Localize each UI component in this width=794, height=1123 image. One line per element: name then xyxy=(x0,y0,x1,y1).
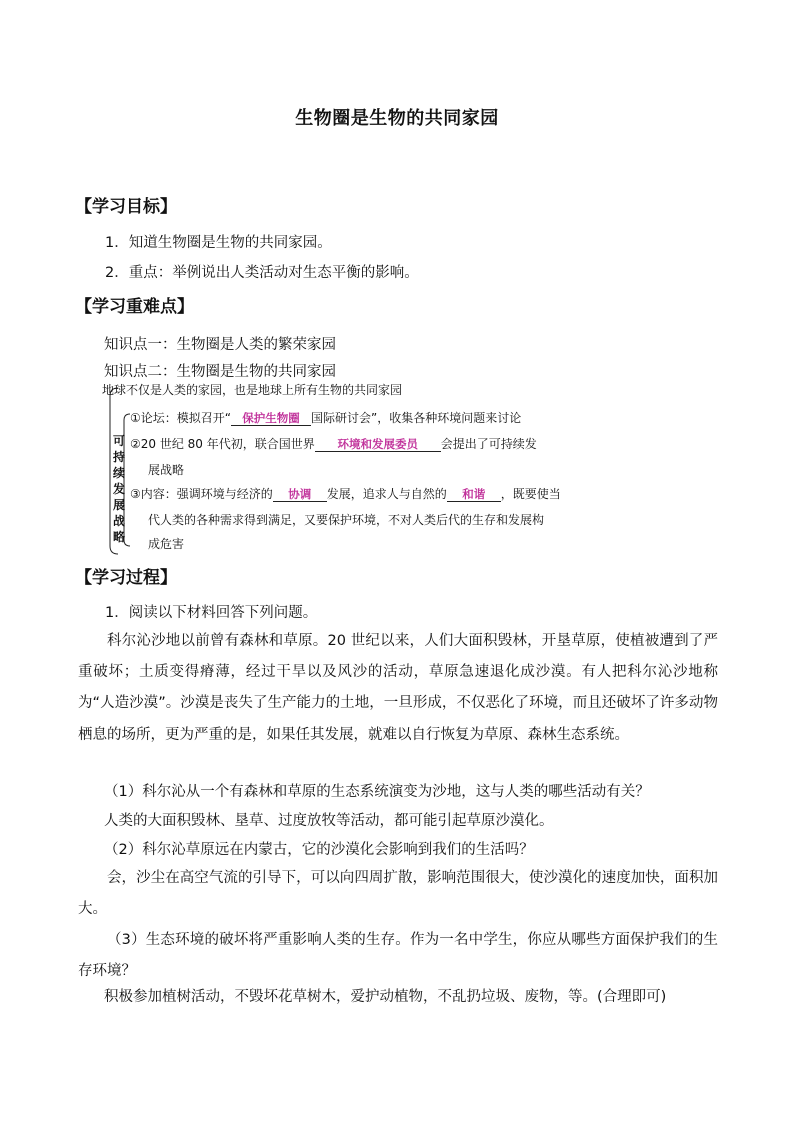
answer-blank-2: 环境和发展委员 xyxy=(315,437,441,452)
item2-text-b: 会提出了可持续发 xyxy=(440,437,537,451)
item1-text-b: 国际研讨会”，收集各种环境问题来讨论 xyxy=(310,411,522,425)
diagram-item-1 xyxy=(130,410,521,426)
item3-text-c: ，既要使当 xyxy=(500,487,561,501)
answer-1: 人类的大面积毁林、垦草、过度放牧等活动，都可能引起草原沙漠化。 xyxy=(104,813,554,829)
section-heading-goals: 【学习目标】 xyxy=(75,197,177,217)
item1-text-a: ①论坛：模拟召开“ xyxy=(130,411,231,425)
goal-item-2: 2．重点：举例说出人类活动对生态平衡的影响。 xyxy=(105,265,419,281)
knowledge-point-2: 知识点二：生物圈是生物的共同家园 xyxy=(104,364,336,380)
diagram-side-label: 可持续发展战略 xyxy=(112,434,125,544)
diagram-item-3 xyxy=(130,486,561,502)
diagram-item-3-cont-2: 成危害 xyxy=(148,537,185,551)
diagram-item-3-cont-1: 代人类的各种需求得到满足，又要保护环境，不对人类后代的生存和发展构 xyxy=(148,513,545,527)
answer-blank-4: 和谐 xyxy=(447,487,501,502)
answer-blank-1: 保护生物圈 xyxy=(231,411,311,426)
item3-text-a: ③内容：强调环境与经济的 xyxy=(130,487,273,501)
answer-blank-3: 协调 xyxy=(273,487,327,502)
reading-material: 科尔沁沙地以前曾有森林和草原。20 世纪以来，人们大面积毁林，开垦草原，使植被遭到了严重破坏；土质变得瘠薄，经过干旱以及风沙的活动，草原急速退化成沙漠。有人把科尔沁沙地称为“人造沙漠”。沙漠是丧失了生产能力的土地，一旦形成，不仅恶化了环境，而且还破坏了许多动物栖息的场所，更为严重的是，如果任其发展，就难以自行恢复为草原、森林生态系统。 xyxy=(78,633,718,743)
goal-item-1: 1．知道生物圈是生物的共同家园。 xyxy=(105,235,332,251)
answer-3: 积极参加植树活动，不毁坏花草树木，爱护动植物，不乱扔垃圾、废物，等。(合理即可) xyxy=(104,989,667,1005)
question-3: （3）生态环境的破坏将严重影响人类的生存。作为一名中学生，你应从哪些方面保护我们的生存环境？ xyxy=(78,932,718,980)
answer-2: 会，沙尘在高空气流的引导下，可以向四周扩散，影响范围很大，使沙漠化的速度加快，面积加大。 xyxy=(78,870,718,918)
section-heading-process: 【学习过程】 xyxy=(75,568,177,588)
diagram-item-2 xyxy=(130,436,537,452)
diagram-top-line: 地球不仅是人类的家园，也是地球上所有生物的共同家园 xyxy=(102,383,403,397)
diagram-item-2-cont: 展战略 xyxy=(148,463,185,477)
item3-text-b: 发展，追求人与自然的 xyxy=(326,487,447,501)
question-intro: 1．阅读以下材料回答下列问题。 xyxy=(105,605,318,621)
knowledge-point-1: 知识点一：生物圈是人类的繁荣家园 xyxy=(104,337,336,353)
page-title: 生物圈是生物的共同家园 xyxy=(295,108,499,129)
question-2: （2）科尔沁草原远在内蒙古，它的沙漠化会影响到我们的生活吗？ xyxy=(104,842,534,858)
item2-text-a: ②20 世纪 80 年代初，联合国世界 xyxy=(130,437,315,451)
question-1: （1）科尔沁从一个有森林和草原的生态系统演变为沙地，这与人类的哪些活动有关？ xyxy=(104,784,650,800)
section-heading-keypoints: 【学习重难点】 xyxy=(75,297,194,317)
sustainable-development-diagram xyxy=(104,380,624,560)
